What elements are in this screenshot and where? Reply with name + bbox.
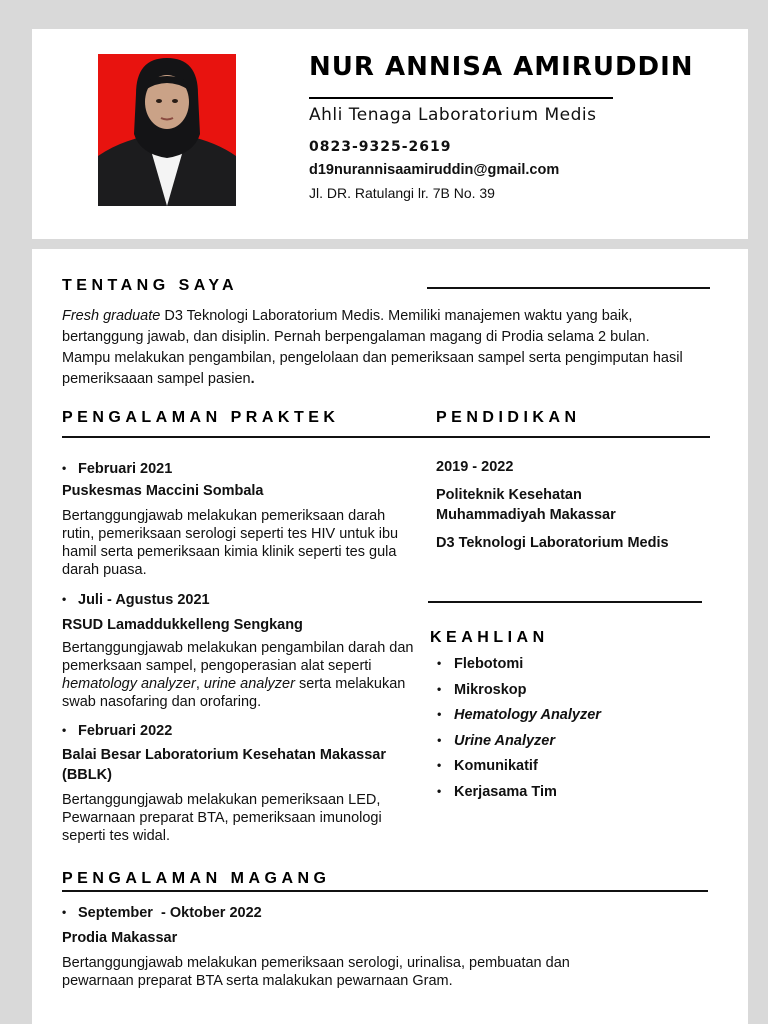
skill-item: • Komunikatif [437,755,601,781]
education-school: Politeknik Kesehatan Muhammadiyah Makassar [436,487,616,523]
skills-list [437,653,601,807]
job-title: Ahli Tenaga Laboratorium Medis [309,105,597,125]
candidate-name: NUR ANNISA AMIRUDDIN [309,52,694,82]
about-text: Fresh graduate D3 Teknologi Laboratorium Medis. Memiliki manajemen waktu yang baik, bertanggung jawab, dan disiplin. Pernah berpengalaman magang di Prodia selama 2 bulan. Mampu melakukan pengambilan, pengelolaan dan pemeriksaan sampel serta pengimputan hasil pemeriksaaan sampel pasien. [62,308,683,387]
name-divider [309,97,613,99]
email-address: d19nurannisaamiruddin@gmail.com [309,162,560,178]
education-title: PENDIDIKAN [436,409,581,426]
internship-title: PENGALAMAN MAGANG [62,870,331,887]
about-divider [427,287,710,289]
practice-title: PENGALAMAN PRAKTEK [62,409,340,426]
skill-item: • Flebotomi [437,653,601,679]
education-years: 2019 - 2022 [436,459,514,475]
phone-number: 0823-9325-2619 [309,139,452,155]
internship-desc: Bertanggungjawab melakukan pemeriksaan serologi, urinalisa, pembuatan dan pewarnaan preparat BTA serta malakukan pewarnaan Gram. [62,955,570,989]
home-address: Jl. DR. Ratulangi lr. 7B No. 39 [309,185,495,201]
practice-2-desc: Bertanggungjawab melakukan pengambilan darah dan pemerksaan sampel, pengoperasian alat seperti hematology analyzer, urine analyzer serta melakukan swab nasofaring dan orofaring. [62,640,414,710]
practice-1-desc: Bertanggungjawab melakukan pemeriksaan darah rutin, pemeriksaan serologi seperti tes HIV untuk ibu hamil serta pemeriksaan kimia klinik seperti tes gula darah puasa. [62,508,399,578]
education-program: D3 Teknologi Laboratorium Medis [436,535,669,551]
skill-item: • Mikroskop [437,679,601,705]
internship-org: Prodia Makassar [62,930,178,946]
skill-item: • Hematology Analyzer [437,704,601,730]
practice-divider [62,436,427,438]
skill-item: • Urine Analyzer [437,730,601,756]
internship-date: • September - Oktober 2022 [62,905,262,921]
skills-title: KEAHLIAN [430,629,549,646]
profile-photo [98,54,236,206]
about-title: TENTANG SAYA [62,277,239,294]
practice-3-org: Balai Besar Laboratorium Kesehatan Makassar (BBLK) [62,747,386,783]
practice-3-date: • Februari 2022 [62,723,172,739]
internship-divider [62,890,708,892]
practice-3-desc: Bertanggungjawab melakukan pemeriksaan LED, Pewarnaan preparat BTA, pemeriksaan imunologi seperti tes widal. [62,792,382,844]
skills-divider [428,601,702,603]
skill-item: • Kerjasama Tim [437,781,601,807]
education-divider [427,436,710,438]
practice-2-org: RSUD Lamaddukkelleng Sengkang [62,617,303,633]
practice-1-org: Puskesmas Maccini Sombala [62,483,264,499]
practice-1-date: • Februari 2021 [62,461,172,477]
practice-2-date: • Juli - Agustus 2021 [62,592,210,608]
